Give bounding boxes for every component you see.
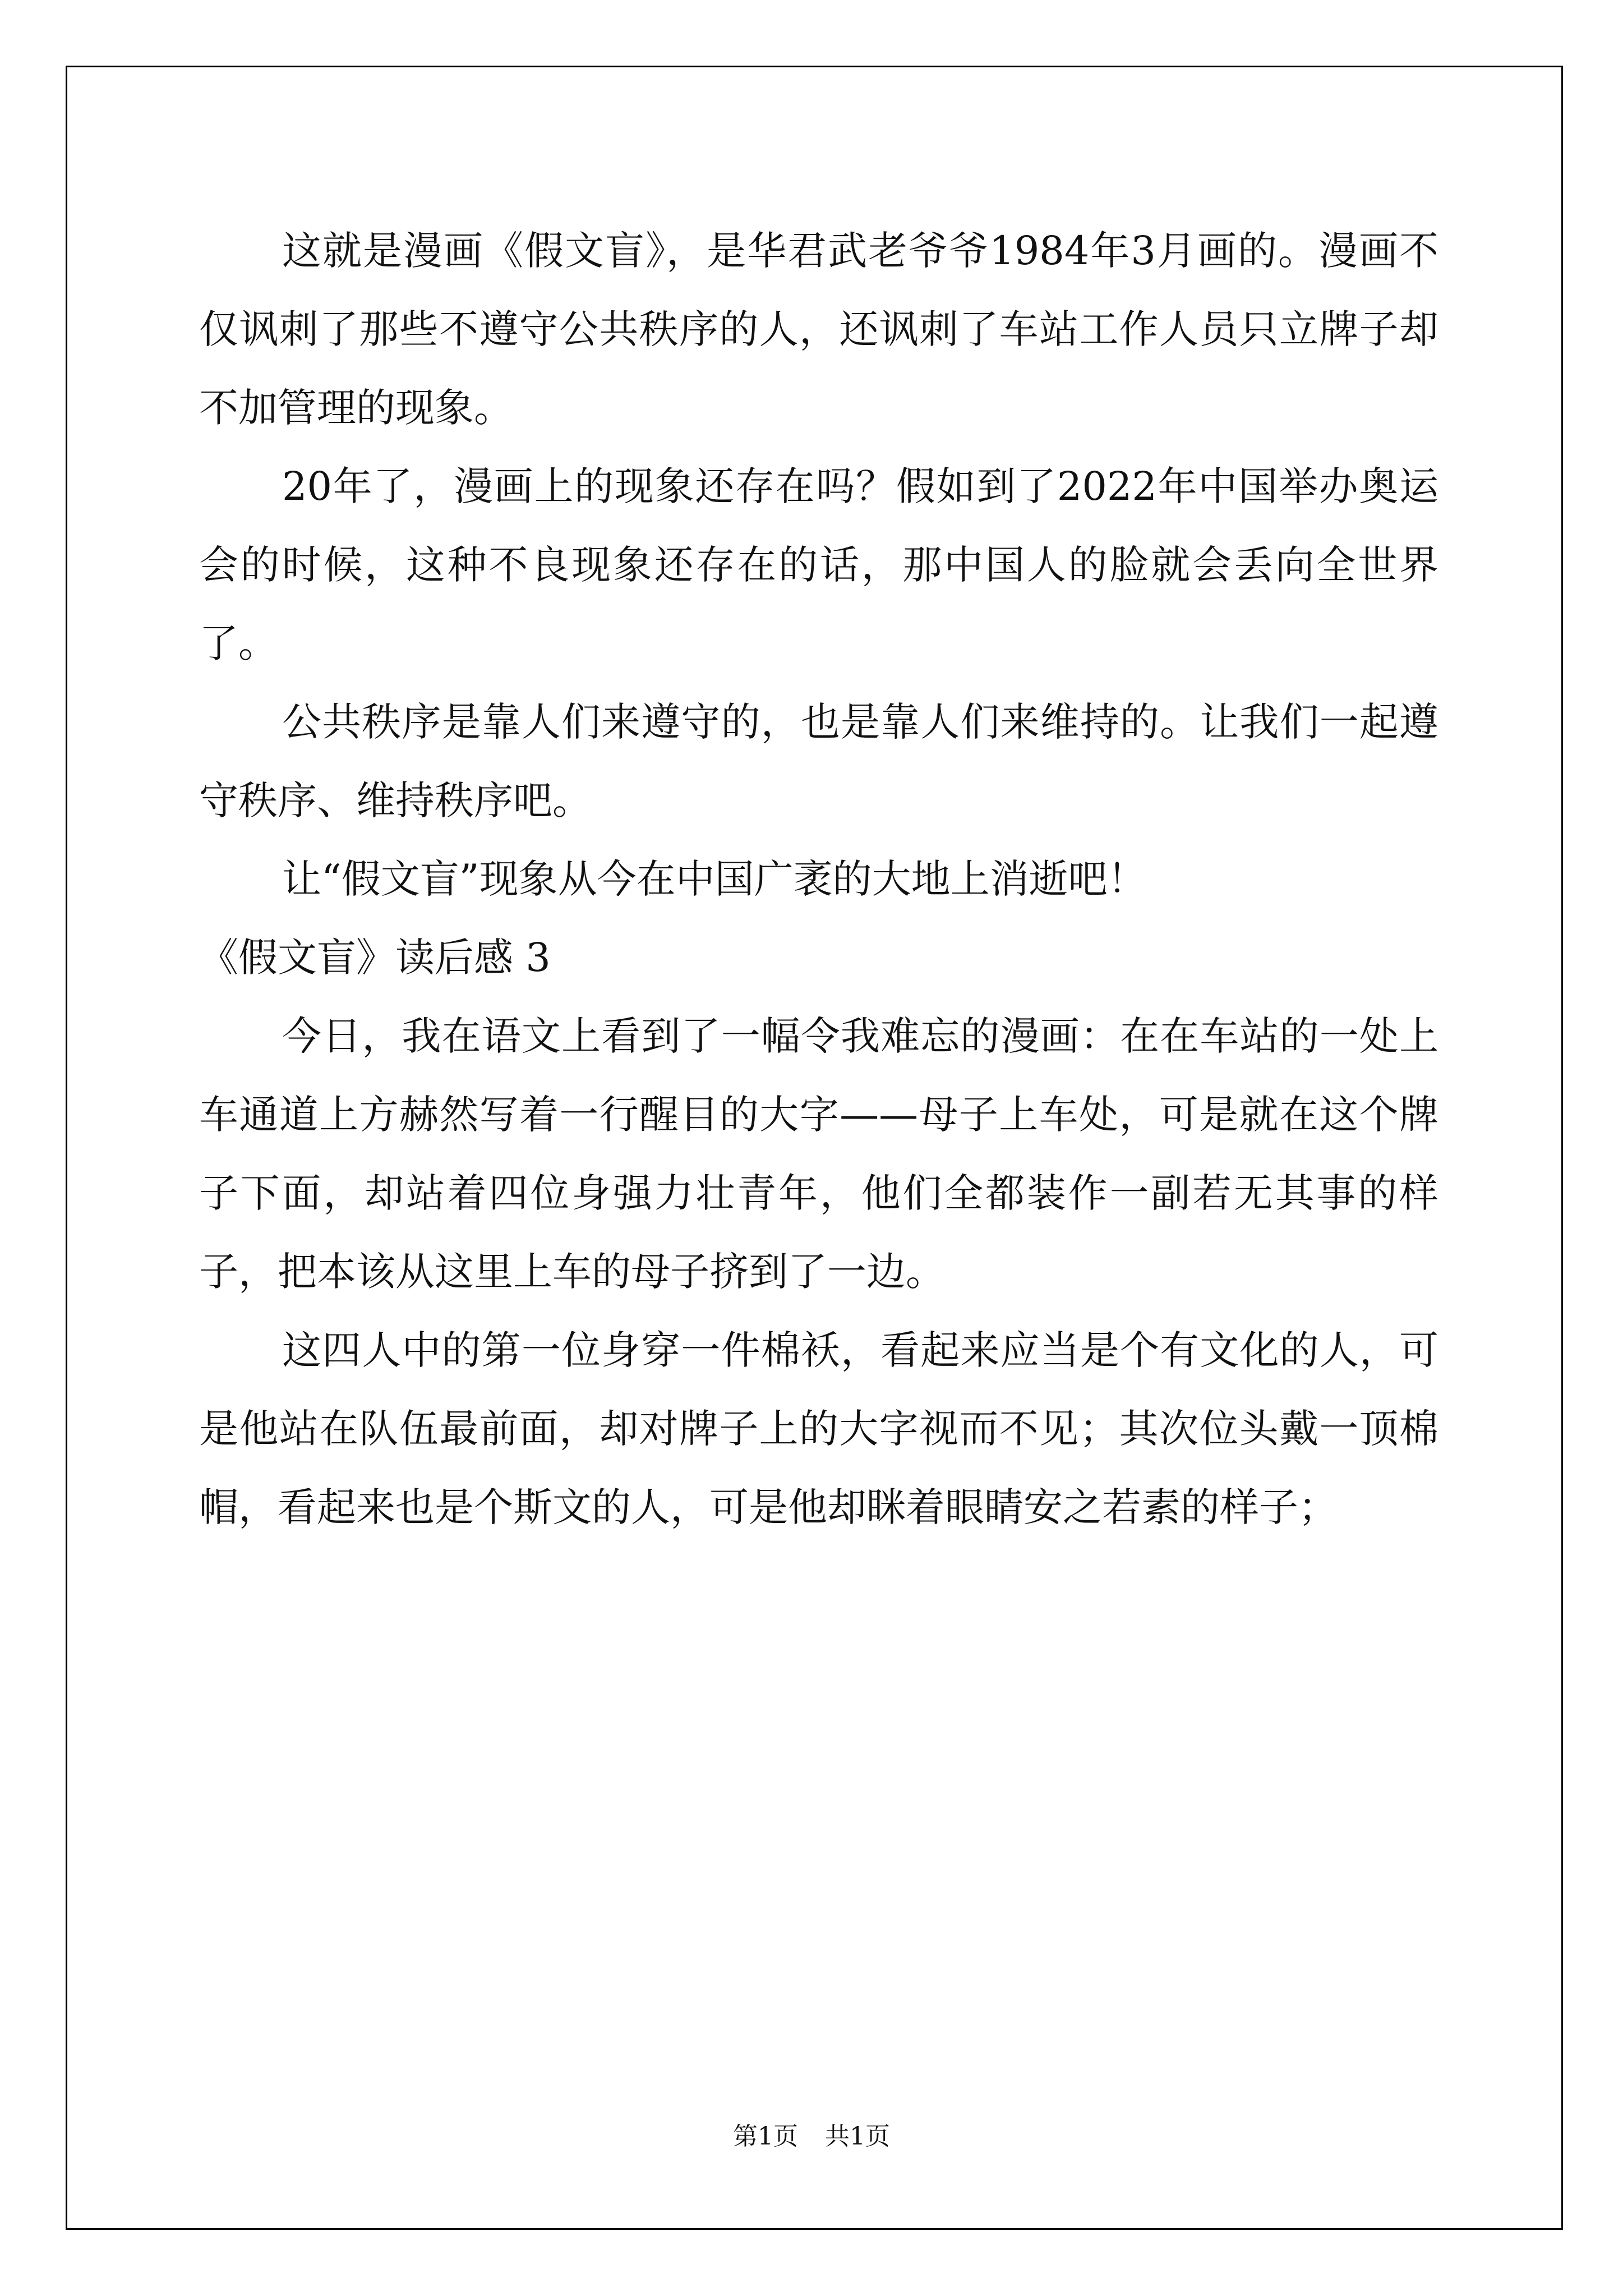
page-total: 共1页 (825, 2122, 890, 2151)
paragraph-2: 20年了，漫画上的现象还存在吗？假如到了2022年中国举办奥运会的时候，这种不良现象还存在的话，那中国人的脸就会丢向全世界了。 (199, 463, 1438, 666)
paragraph-5: 今日，我在语文上看到了一幅令我难忘的漫画：在在车站的一处上车通道上方赫然写着一行醒目的大字——母子上车处，可是就在这个牌子下面，却站着四位身强力壮青年，他们全都装作一副若无其事的样子，把本该从这里上车的母子挤到了一边。 (199, 1013, 1438, 1295)
paragraph-3: 公共秩序是靠人们来遵守的，也是靠人们来维持的。让我们一起遵守秩序、维持秩序吧。 (199, 699, 1438, 823)
section-heading: 《假文盲》读后感 3 (199, 935, 551, 981)
page-number: 第1页 (733, 2122, 798, 2151)
paragraph-6: 这四人中的第一位身穿一件棉袄，看起来应当是个有文化的人，可是他站在队伍最前面，却对牌子上的大字视而不见；其次位头戴一顶棉帽，看起来也是个斯文的人，可是他却眯着眼睛安之若素的样子； (199, 1327, 1438, 1530)
paragraph-4: 让“假文盲”现象从今在中国广袤的大地上消逝吧！ (282, 856, 1147, 902)
document-body (199, 211, 1438, 1547)
page-footer (0, 2116, 1623, 2152)
paragraph-1: 这就是漫画《假文盲》，是华君武老爷爷1984年3月画的。漫画不仅讽刺了那些不遵守公共秩序的人，还讽刺了车站工作人员只立牌子却不加管理的现象。 (199, 228, 1438, 431)
